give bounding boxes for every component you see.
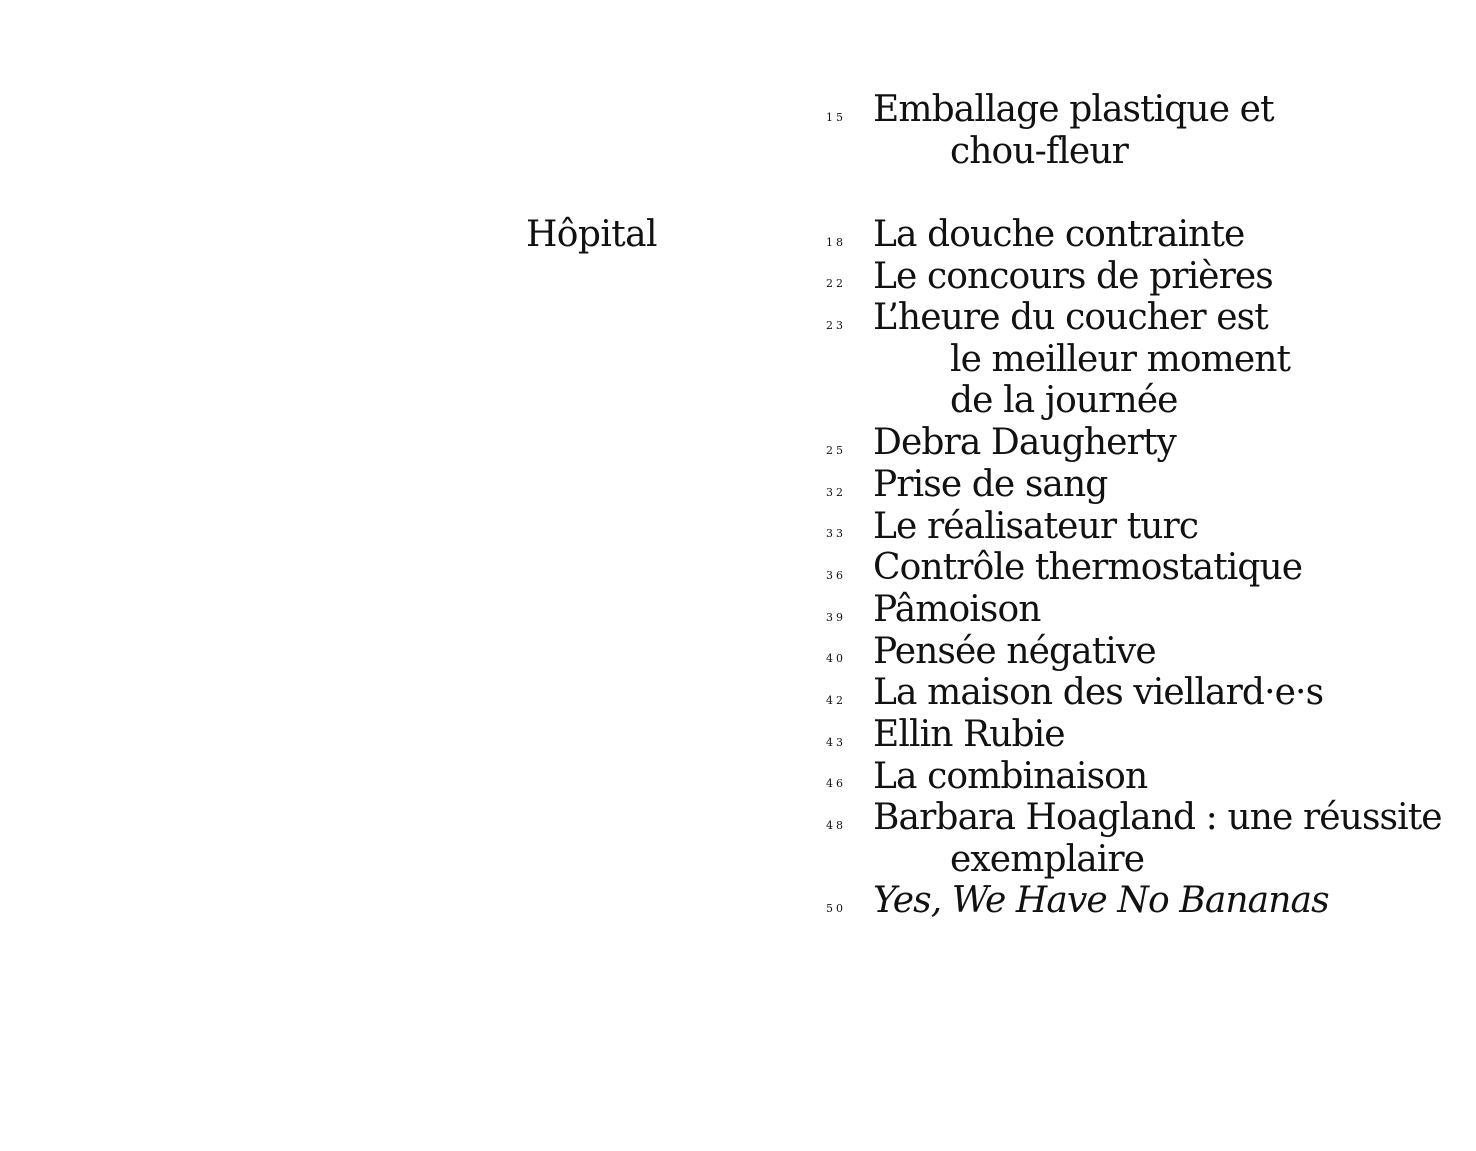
- page-number: 36: [826, 569, 846, 582]
- entry-title-line: L’heure du coucher est: [873, 297, 1268, 338]
- page-number: 22: [826, 277, 846, 290]
- entry-title-line: Pensée négative: [873, 631, 1156, 672]
- entry-title-continuation: exemplaire: [950, 839, 1145, 880]
- entry-title-line: Le réalisateur turc: [873, 506, 1199, 547]
- page-number: 23: [826, 319, 846, 332]
- page-number: 25: [826, 444, 846, 457]
- page-number: 18: [826, 236, 846, 249]
- entry-title-line: La combinaison: [873, 756, 1148, 797]
- entry-title-line: Prise de sang: [873, 464, 1108, 505]
- page-number: 32: [826, 486, 846, 499]
- page-number: 43: [826, 736, 846, 749]
- entry-title-line: Barbara Hoagland : une réussite: [873, 797, 1442, 838]
- entry-title-line: Yes, We Have No Bananas: [873, 880, 1329, 921]
- entry-title-line: La maison des viellard·e·s: [873, 672, 1324, 713]
- entry-title-line: Contrôle thermostatique: [873, 547, 1303, 588]
- entry-title-line: La douche contrainte: [873, 214, 1245, 255]
- entry-title-line: Debra Daugherty: [873, 422, 1176, 463]
- page-number: 50: [826, 902, 846, 915]
- page-number: 39: [826, 611, 846, 624]
- page-number: 46: [826, 777, 846, 790]
- page-number: 48: [826, 819, 846, 832]
- page-number: 40: [826, 652, 846, 665]
- section-heading: Hôpital: [526, 214, 657, 255]
- entry-title-line: Emballage plastique et: [873, 89, 1274, 130]
- page-number: 42: [826, 694, 846, 707]
- entry-title-line: Pâmoison: [873, 589, 1041, 630]
- entry-title-continuation: de la journée: [950, 380, 1178, 421]
- entry-title-continuation: le meilleur moment: [950, 339, 1291, 380]
- page-number: 33: [826, 527, 846, 540]
- entry-title-continuation: chou-fleur: [950, 131, 1128, 172]
- entry-title-line: Ellin Rubie: [873, 714, 1065, 755]
- entry-title-line: Le concours de prières: [873, 256, 1273, 297]
- page-number: 15: [826, 111, 846, 124]
